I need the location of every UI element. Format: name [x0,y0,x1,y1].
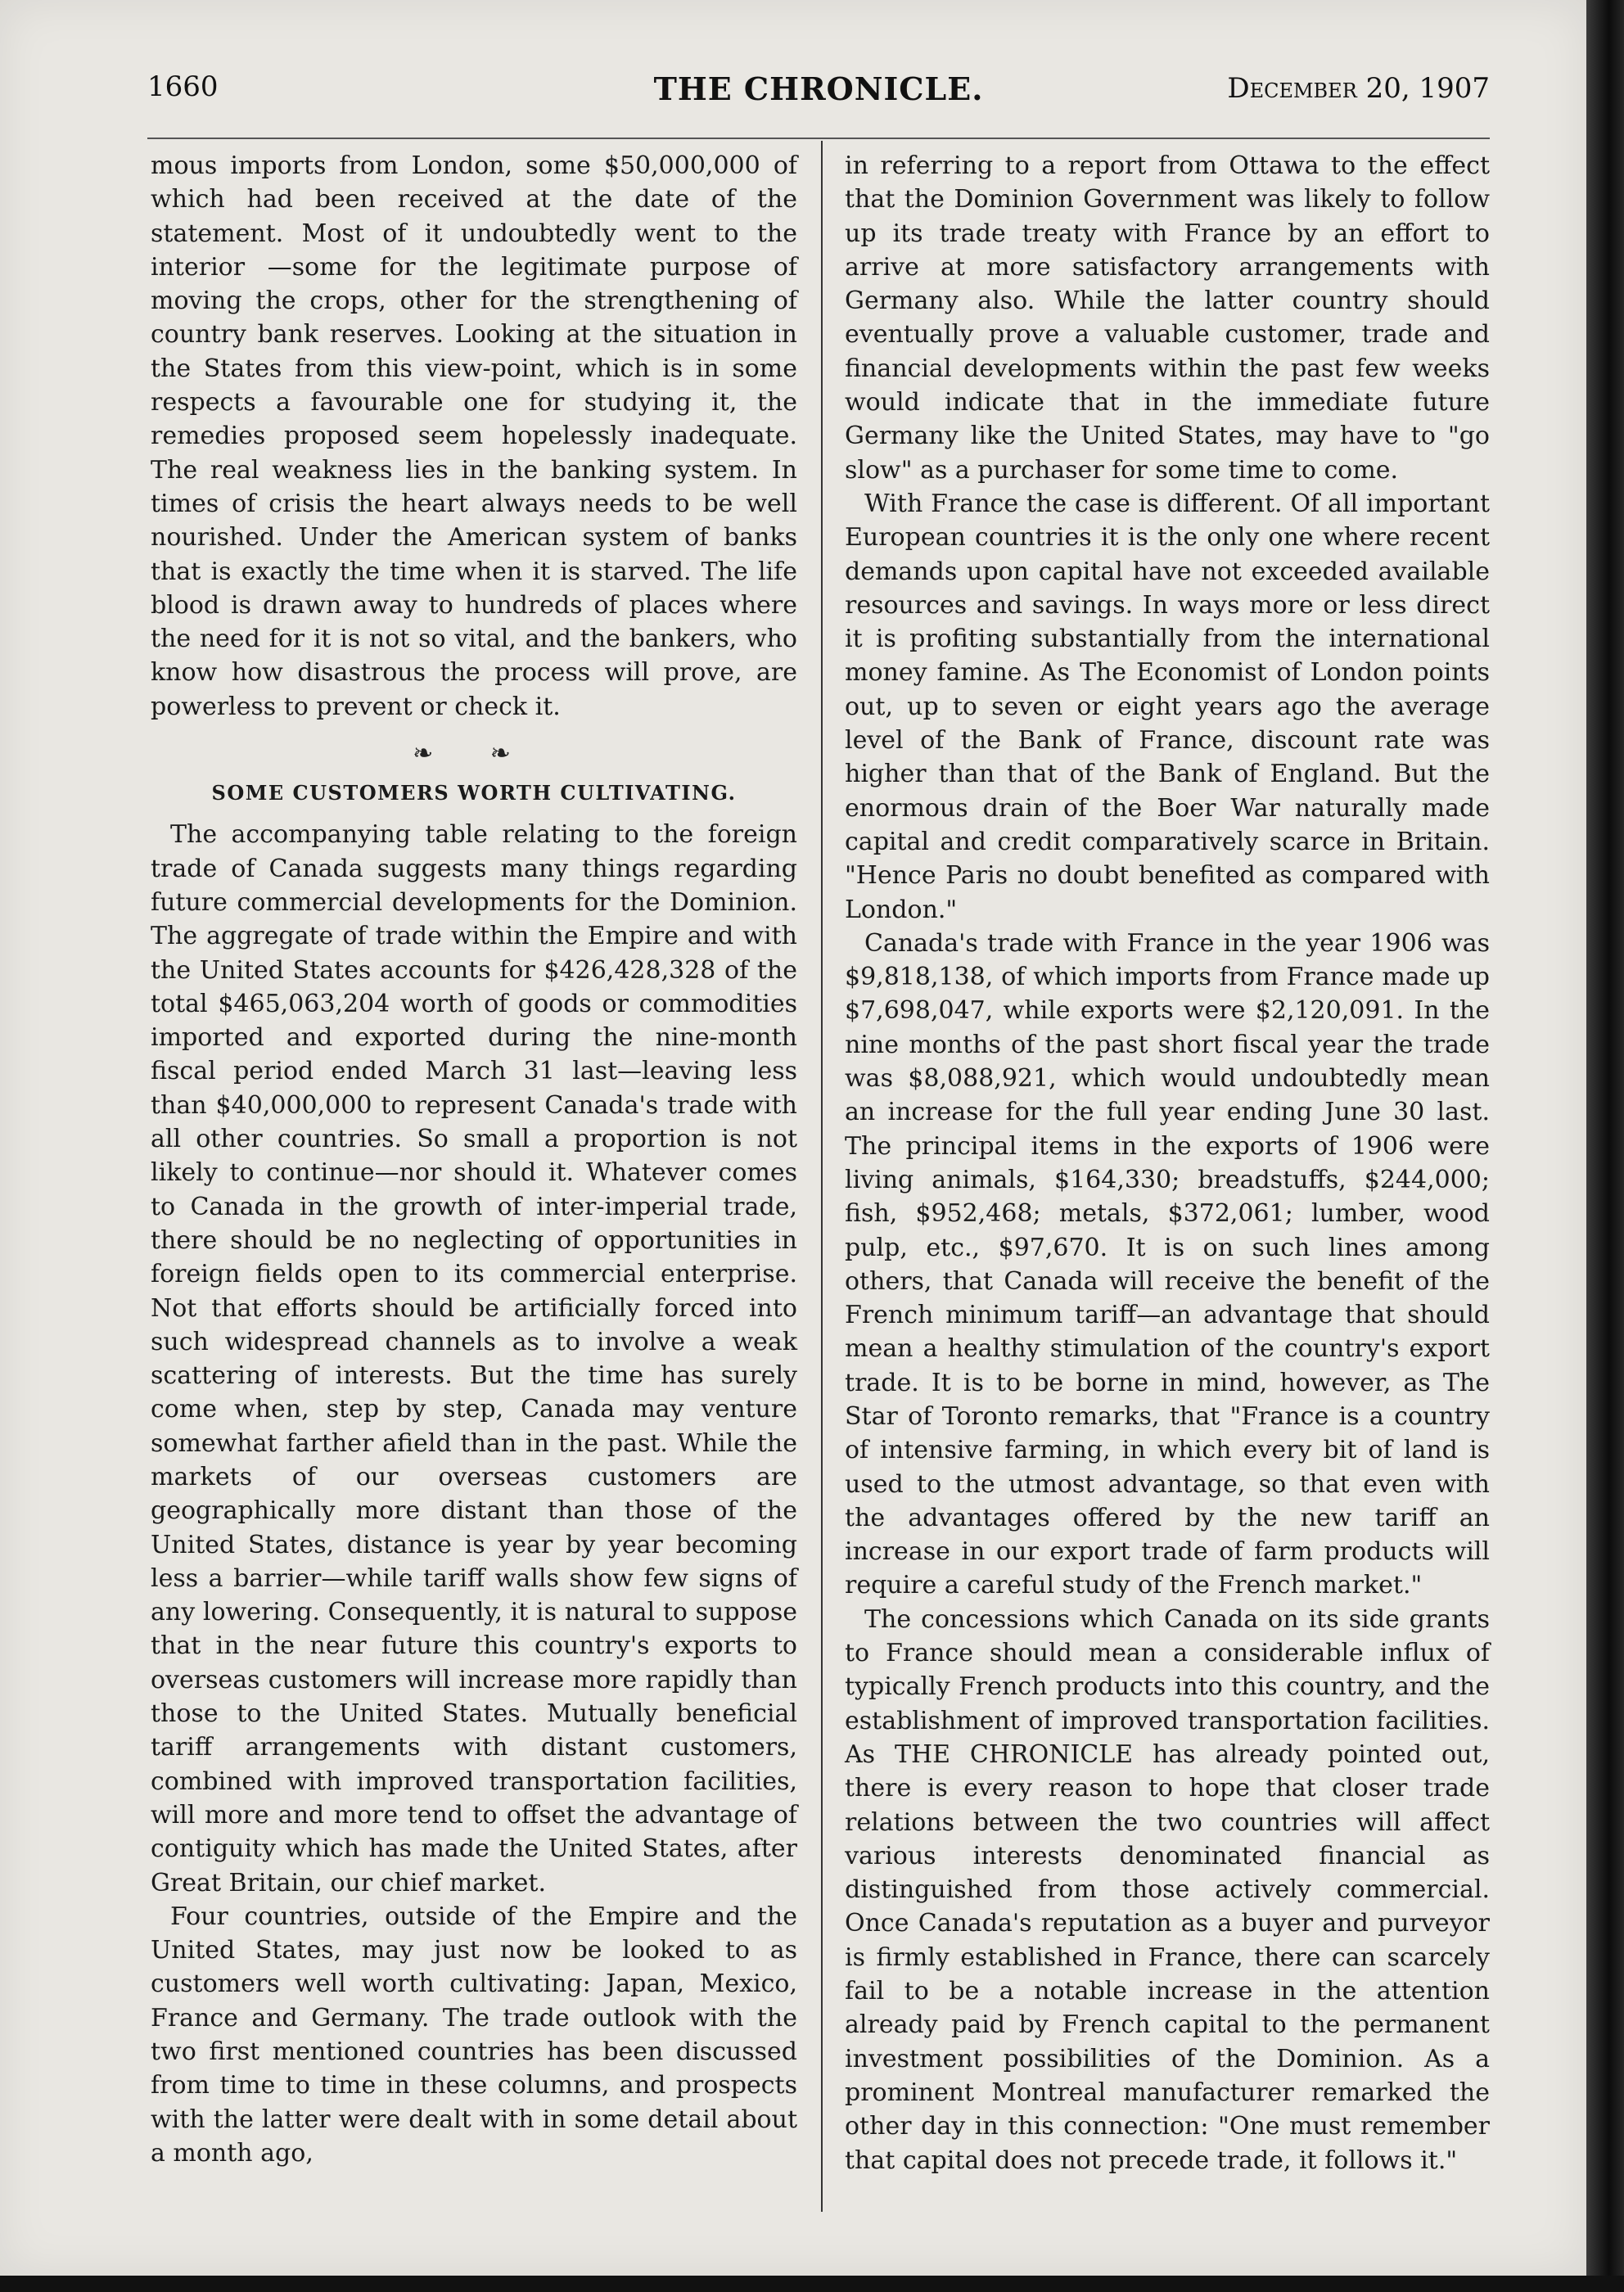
page-number: 1660 [147,70,219,103]
issue-date: December 20, 1907 [1227,72,1490,105]
ornament-divider: ❧ ❧ [413,739,535,769]
page-header [147,70,1490,120]
column-divider [821,141,823,2212]
right-paragraph-2: With France the case is different. Of all important European countries it is the only one where recent demands upon capital have not exceeded available resources and savings. In ways more or less direct it is profiting substantially from the international money famine. As The Economist of London points out, up to seven or eight years ago the average level of the Bank of France, discount rate was higher than that of the Bank of England. But the enormous drain of the Boer War naturally made capital and credit comparatively scarce in Britain. "Hence Paris no doubt benefited as compared with London." [845,489,1490,924]
left-paragraph-1: mous imports from London, some $50,000,000 of which had been received at the date of the statement. Most of it undoubtedly went to the interior —some for the legitimate purpose of moving the crops, other for the strengthening of country bank reserves. Looking at the situation in the States from this view-point, which is in some respects a favourable one for studying it, the remedies proposed seem hopelessly inadequate. The real weakness lies in the banking system. In times of crisis the heart always needs to be well nourished. Under the American system of banks that is exactly the time when it is starved. The life blood is drawn away to hundreds of places where the need for it is not so vital, and the bankers, who know how disastrous the process will prove, are powerless to prevent or check it. [151,151,797,721]
right-paragraph-4: The concessions which Canada on its side grants to France should mean a considerable influx of typically French products into this country, and the establishment of improved transportation facilities. As THE CHRONICLE has already pointed out, there is every reason to hope that closer trade relations between the two countries will affect various interests denominated financial as distinguished from those actively commercial. Once Canada's reputation as a buyer and purveyor is firmly established in France, there can scarcely fail to be a notable increase in the attention already paid by French capital to the permanent investment possibilities of the Dominion. As a prominent Montreal manufacturer remarked the other day in this connection: "One must remember that capital does not precede trade, it follows it." [845,1604,1490,2175]
left-paragraph-3: Four countries, outside of the Empire and the United States, may just now be looked to as customers well worth cultivating: Japan, Mexico, France and Germany. The trade outlook with the two first mentioned countries has been discussed from time to time in these columns, and prospects with the latter were dealt with in some detail about a month ago, [151,1902,797,2168]
journal-title: THE CHRONICLE. [653,70,984,107]
header-rule [147,138,1490,139]
section-heading: SOME CUSTOMERS WORTH CULTIVATING. [211,781,737,805]
right-column [845,149,1490,2177]
scan-edge-right [1586,0,1624,2292]
right-paragraph-1: in referring to a report from Ottawa to the effect that the Dominion Government was likely to follow up its trade treaty with France by an effort to arrive at more satisfactory arrangements with Germany also. While the latter country should eventually prove a valuable customer, trade and financial developments within the past few weeks would indicate that in the immediate future Germany like the United States, may have to "go slow" as a purchaser for some time to come. [845,151,1490,485]
left-column [151,149,797,2170]
scan-edge-bottom [0,2276,1624,2292]
left-paragraph-2: The accompanying table relating to the foreign trade of Canada suggests many things regarding future commercial developments for the Dominion. The aggregate of trade within the Empire and with the United States accounts for $426,428,328 of the total $465,063,204 worth of goods or commodities imported and exported during the nine-month fiscal period ended March 31 last—leaving less than $40,000,000 to represent Canada's trade with all other countries. So small a proportion is not likely to continue—nor should it. Whatever comes to Canada in the growth of inter-imperial trade, there should be no neglecting of opportunities in foreign fields open to its commercial enterprise. Not that efforts should be artificially forced into such widespread channels as to involve a weak scattering of interests. But the time has surely come when, step by step, Canada may venture somewhat farther afield than in the past. While the markets of our overseas customers are geographically more distant than those of the United States, distance is year by year becoming less a barrier—while tariff walls show few signs of any lowering. Consequently, it is natural to suppose that in the near future this country's exports to overseas customers will increase more rapidly than those to the United States. Mutually beneficial tariff arrangements with distant customers, combined with improved transportation facilities, will more and more tend to offset the advantage of contiguity which has made the United States, after Great Britain, our chief market. [151,820,797,1897]
right-paragraph-3: Canada's trade with France in the year 1906 was $9,818,138, of which imports from France made up $7,698,047, while exports were $2,120,091. In the nine months of the past short fiscal year the trade was $8,088,921, which would undoubtedly mean an increase for the full year ending June 30 last. The principal items in the exports of 1906 were living animals, $164,330; breadstuffs, $244,000; fish, $952,468; metals, $372,061; lumber, wood pulp, etc., $97,670. It is on such lines among others, that Canada will receive the benefit of the French minimum tariff—an advantage that should mean a healthy stimulation of the country's export trade. It is to be borne in mind, however, as The Star of Toronto remarks, that "France is a country of intensive farming, in which every bit of land is used to the utmost advantage, so that even with the advantages offered by the new tariff an increase in our export trade of farm products will require a careful study of the French market." [845,928,1490,1600]
